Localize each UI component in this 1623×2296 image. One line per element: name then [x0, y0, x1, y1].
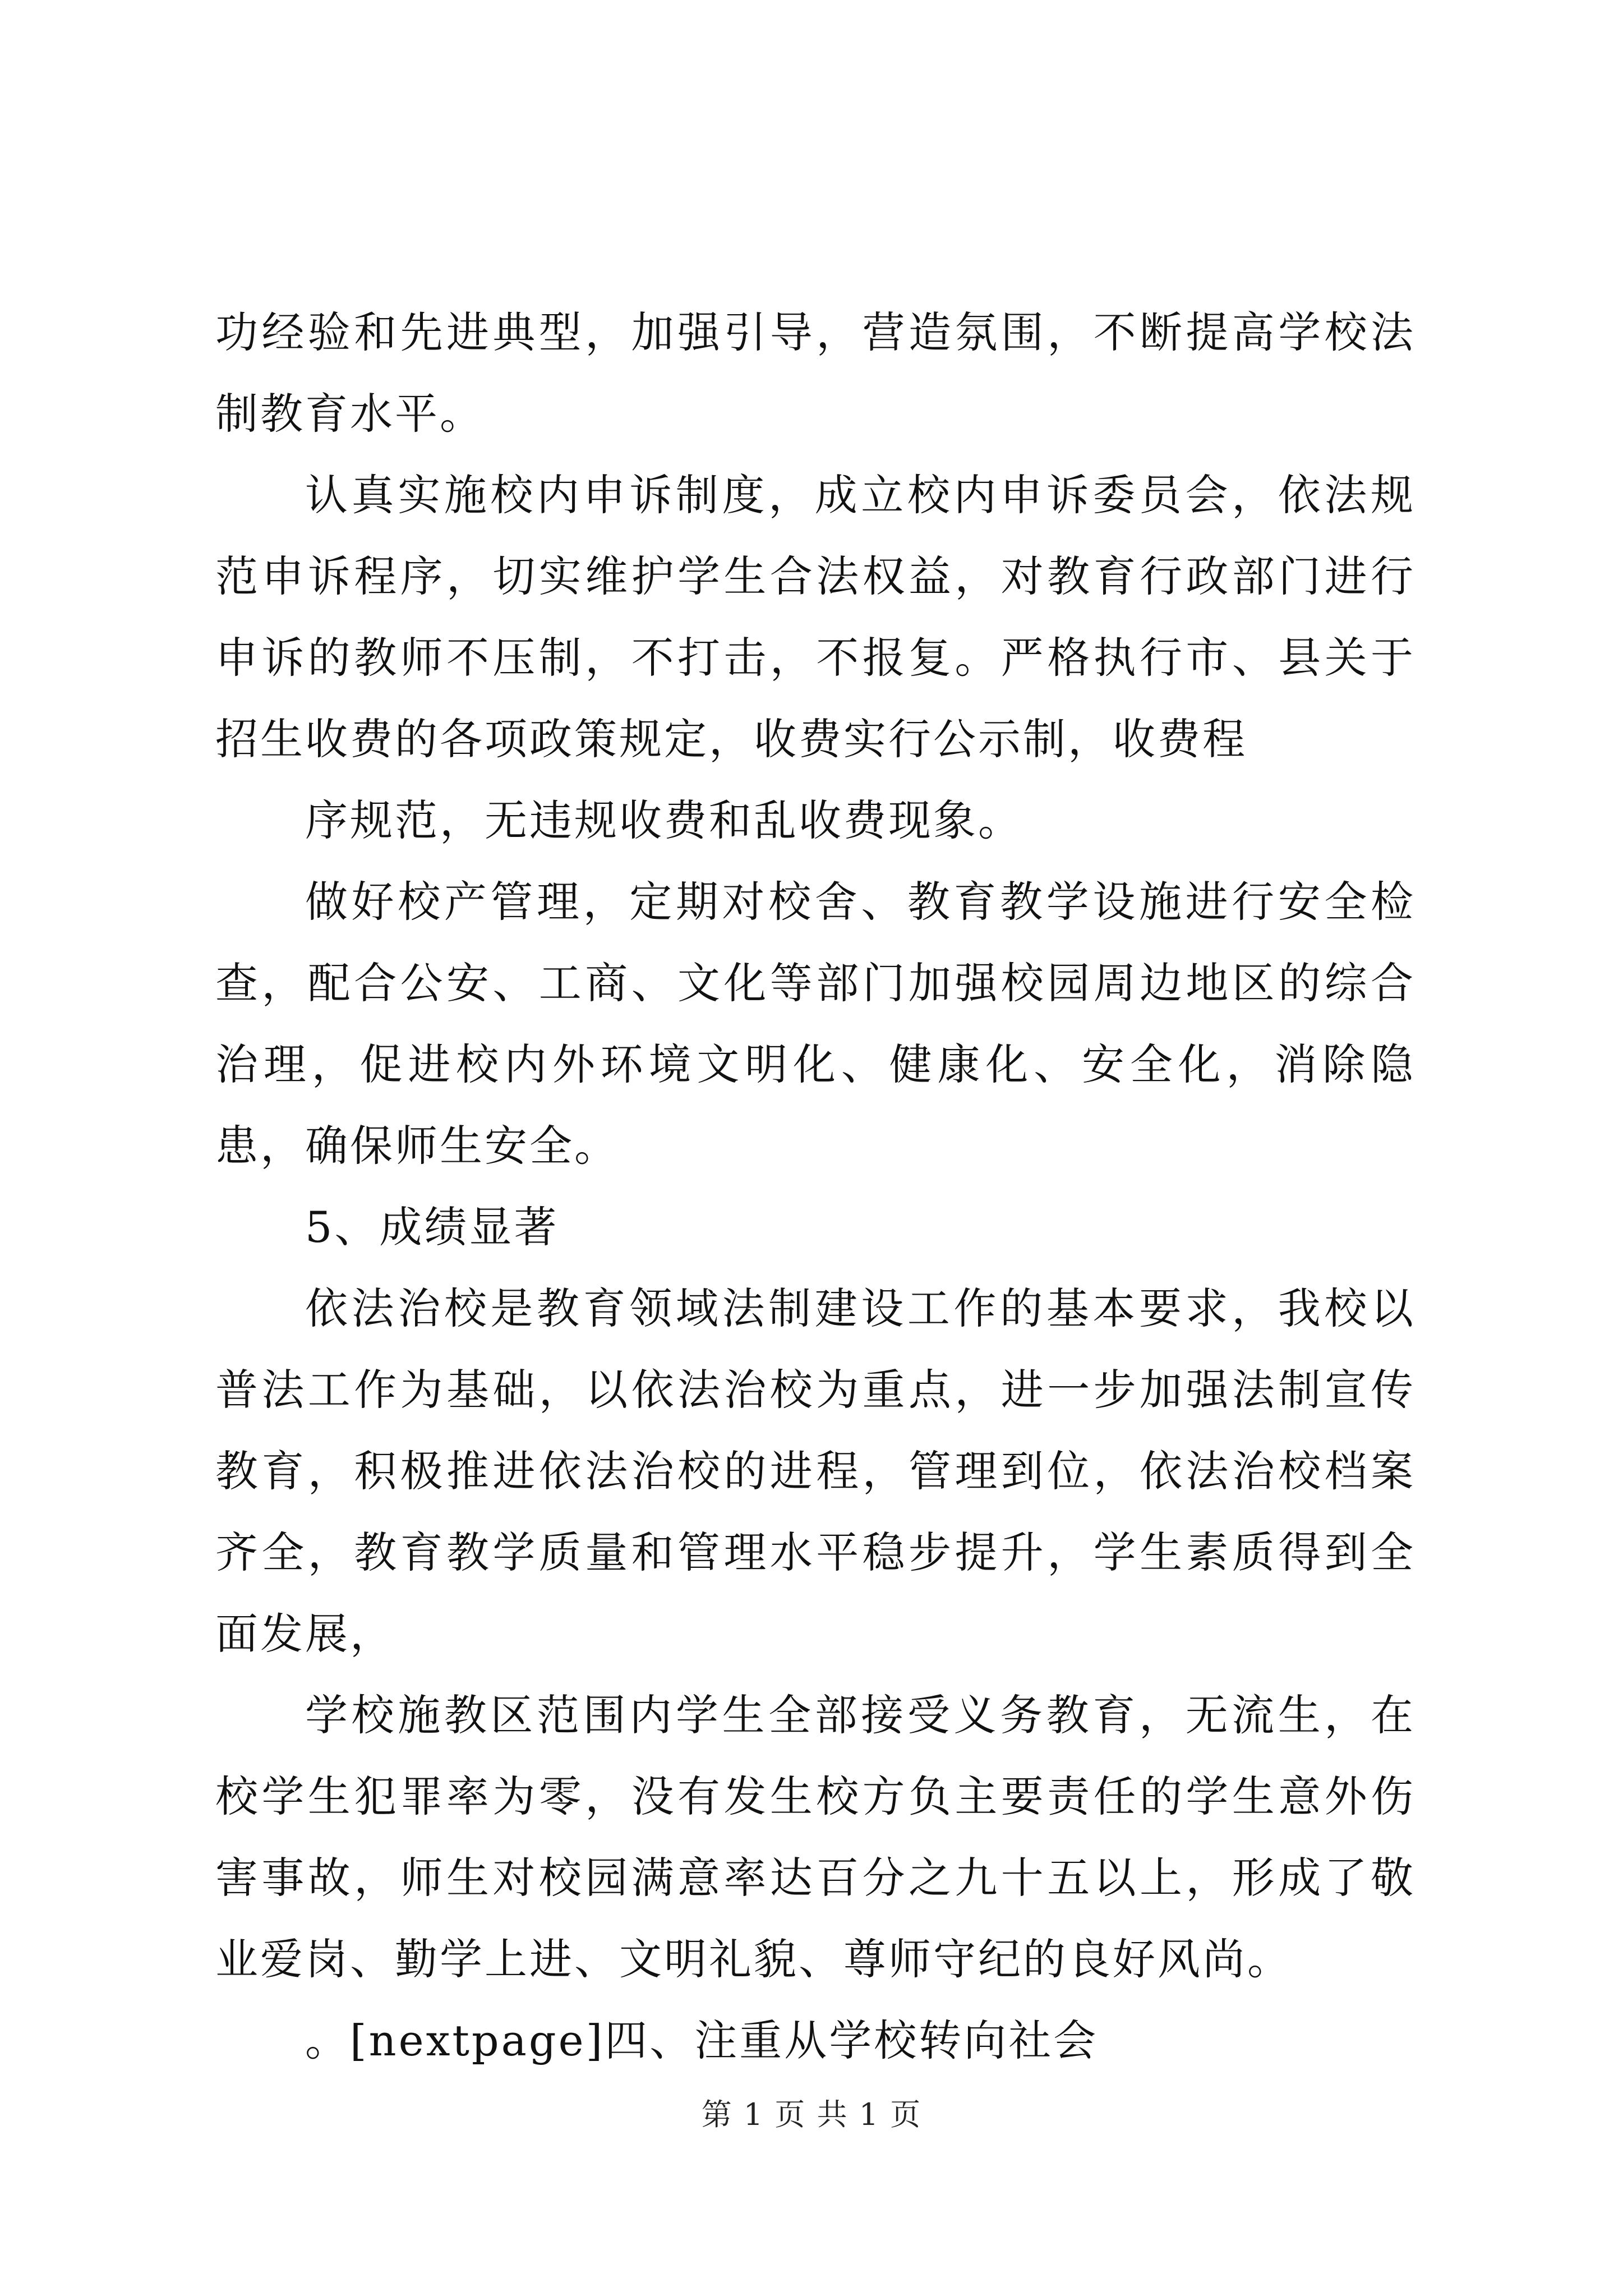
page-footer: 第 1 页 共 1 页	[701, 2097, 922, 2132]
document-body	[215, 292, 1415, 2081]
section-heading-achievements: 5、成绩显著	[305, 1202, 559, 1252]
paragraph-continuation: 功经验和先进典型，加强引导，营造氛围，不断提高学校法制教育水平。	[215, 307, 1415, 439]
paragraph-rule-of-law: 依法治校是教育领域法制建设工作的基本要求，我校以普法工作为基础，以依法治校为重点，进一步加强法制宣传教育，积极推进依法治校的进程，管理到位，依法治校档案齐全，教育教学质量和管理水平稳步提升，学生素质得到全面发展，	[215, 1283, 1415, 1659]
paragraph-school-property: 做好校产管理，定期对校舍、教育教学设施进行安全检查，配合公安、工商、文化等部门加强校园周边地区的综合治理，促进校内外环境文明化、健康化、安全化，消除隐患，确保师生安全。	[215, 877, 1415, 1171]
paragraph-fee-standard: 序规范，无违规收费和乱收费现象。	[305, 795, 1023, 845]
paragraph-compulsory-education: 学校施教区范围内学生全部接受义务教育，无流生，在校学生犯罪率为零，没有发生校方负主要责任的学生意外伤害事故，师生对校园满意率达百分之九十五以上，形成了敬业爱岗、勤学上进、文明礼貌、尊师守纪的良好风尚。	[215, 1690, 1415, 1984]
paragraph-next-section: 。[nextpage]四、注重从学校转向社会	[305, 2016, 1099, 2065]
paragraph-appeal-system: 认真实施校内申诉制度，成立校内申诉委员会，依法规范申诉程序，切实维护学生合法权益，对教育行政部门进行申诉的教师不压制，不打击，不报复。严格执行市、县关于招生收费的各项政策规定，收费实行公示制，收费程	[215, 470, 1415, 764]
